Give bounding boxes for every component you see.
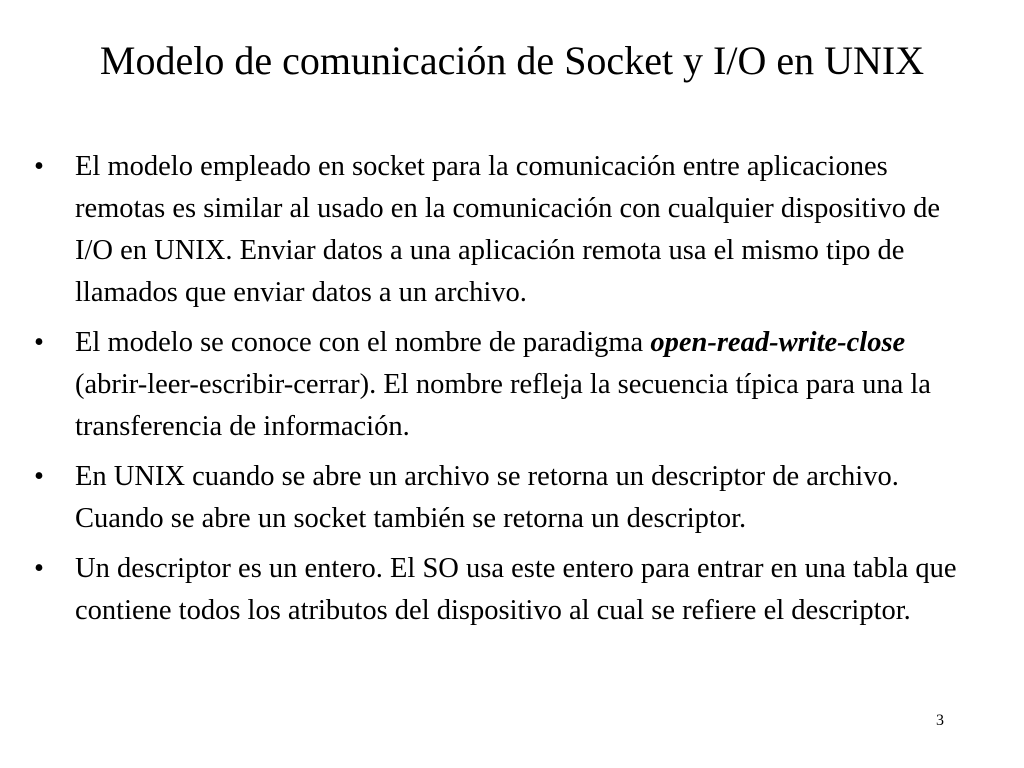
- bullet-item: [30, 548, 970, 632]
- bullet-item: [30, 146, 970, 314]
- bullet-list: [30, 146, 970, 640]
- bullet-item: [30, 456, 970, 540]
- bullet-marker: •: [34, 553, 44, 584]
- page-number: 3: [936, 712, 944, 729]
- bullet-item: [30, 322, 970, 448]
- bullet-text: El modelo empleado en socket para la comunicación entre aplicaciones remotas es similar al usado en la comunicación con cualquier dispositivo de I/O en UNIX. Enviar datos a una aplicación remota usa el mismo tipo de llamados que enviar datos a un archivo.: [75, 151, 941, 308]
- bullet-text: Un descriptor es un entero. El SO usa este entero para entrar en una tabla que contiene todos los atributos del dispositivo al cual se refiere el descriptor.: [75, 553, 957, 626]
- bullet-marker: •: [34, 327, 44, 358]
- bullet-marker: •: [34, 151, 44, 182]
- bullet-text-continued: (abrir-leer-escribir-cerrar). El nombre refleja la secuencia típica para una la transferencia de información.: [75, 369, 931, 442]
- bullet-text: En UNIX cuando se abre un archivo se retorna un descriptor de archivo. Cuando se abre un socket también se retorna un descriptor.: [75, 461, 899, 534]
- bullet-emphasis: open-read-write-close: [650, 327, 906, 358]
- slide-title: Modelo de comunicación de Socket y I/O en UNIX: [99, 38, 925, 83]
- bullet-text: El modelo se conoce con el nombre de paradigma: [75, 327, 651, 358]
- bullet-marker: •: [34, 461, 44, 492]
